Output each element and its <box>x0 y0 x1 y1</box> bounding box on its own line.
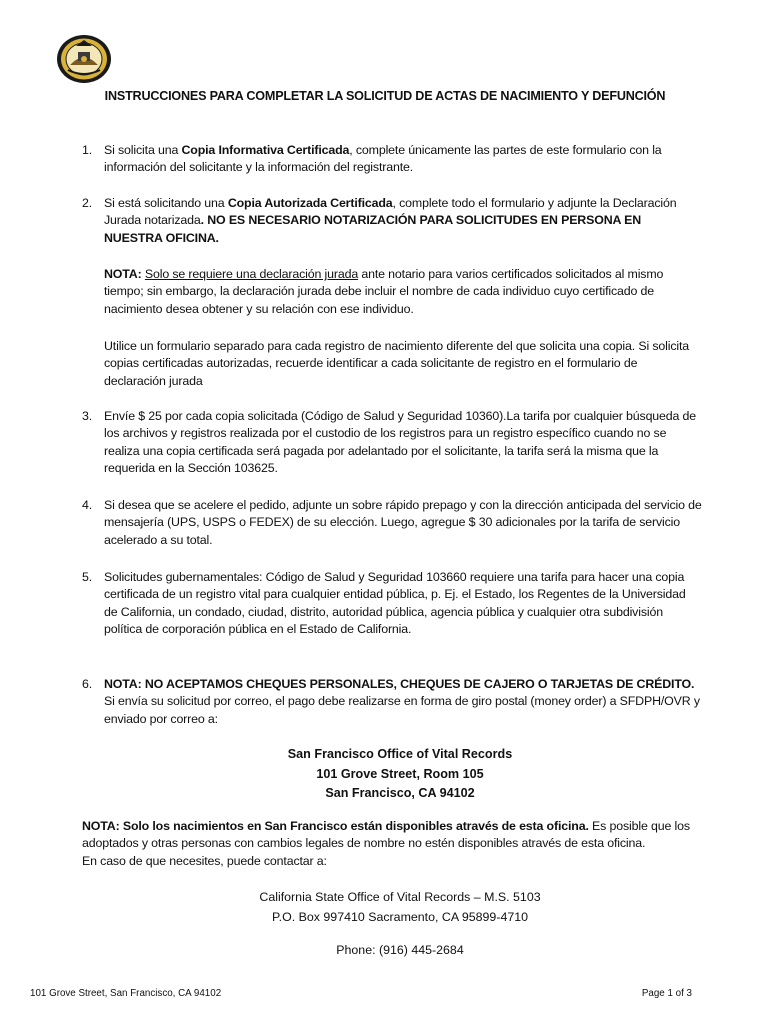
address-city: San Francisco, CA 94102 <box>325 786 475 800</box>
item-text: Si desea que se acelere el pedido, adjunte un sobre rápido prepago y con la dirección anticipada del servicio de mensajería (UPS, USPS o FEDEX) de su elección. Luego, agregue $ 30 adicionales por la tarifa de servicio acelerado a su total. <box>104 498 702 547</box>
item-bold: . NO ES NECESARIO NOTARIZACIÓN PARA SOLICITUDES EN PERSONA EN NUESTRA OFICINA. <box>104 213 642 245</box>
item-text: Si solicita una <box>104 143 182 157</box>
address-street: 101 Grove Street, Room 105 <box>316 766 484 781</box>
item-number: 5. <box>82 570 93 584</box>
list-item-5 <box>82 569 702 639</box>
item-text: , complete todo el formulario y adjunte la Declaración Jurada notarizada <box>104 196 677 228</box>
item-number: 3. <box>82 409 93 423</box>
footer-address: 101 Grove Street, San Francisco, CA 94102 <box>30 988 222 999</box>
list-item-2 <box>82 195 702 247</box>
address-name: San Francisco Office of Vital Records <box>287 747 513 761</box>
item-text: Solicitudes gubernamentales: Código de Salud y Seguridad 103660 requiere una tarifa para hacer una copia certificada de un registro vital para cualquier entidad pública, p. Ej. el Estado, los Regentes de la Universidad de California, un condado, ciudad, distrito, autoridad pública, agencia pública y cualquier otra subdivisión política de corporación pública en el Estado de California. <box>104 570 686 637</box>
page-title: INSTRUCCIONES PARA COMPLETAR LA SOLICITUD DE ACTAS DE NACIMIENTO Y DEFUNCIÓN <box>104 89 666 103</box>
state-office-phone: Phone: (916) 445-2684 <box>336 943 464 957</box>
list-item-1 <box>82 142 702 177</box>
item-number: 1. <box>82 143 93 157</box>
note-text: En caso de que necesites, puede contactar a: <box>82 853 327 868</box>
item-text: Si está solicitando una <box>104 196 228 210</box>
item-bold: Copia Informativa Certificada <box>181 143 350 157</box>
sf-office-address <box>100 745 700 804</box>
note-declaracion <box>104 266 702 318</box>
list-item-3 <box>82 408 702 478</box>
city-seal-icon <box>56 34 112 84</box>
item-number: 2. <box>82 196 93 210</box>
address-name: California State Office of Vital Records – M.S. 5103 <box>259 890 541 904</box>
item-text: , complete únicamente las partes de este formulario con la información del solicitante y la información del registrante. <box>104 143 662 175</box>
state-office-address <box>100 888 700 927</box>
note-formulario: Utilice un formulario separado para cada registro de nacimiento diferente del que solicita una copia. Si solicita copias certificadas autorizadas, recuerde identificar a cada solicitante de registro en el formulario de declaración jurada <box>104 339 690 388</box>
address-pobox: P.O. Box 997410 Sacramento, CA 95899-4710 <box>271 909 529 924</box>
page-number: Page 1 of 3 <box>641 988 692 999</box>
item-number: 6. <box>82 677 93 691</box>
item-text: Si envía su solicitud por correo, el pago debe realizarse en forma de giro postal (money order) a SFDPH/OVR y enviado por correo a: <box>104 694 700 726</box>
list-item-6 <box>82 676 702 728</box>
note-text: Es posible que los adoptados y otras personas con cambios legales de nombre no estén disponibles através de esta oficina. <box>82 819 690 851</box>
note-underlined: Solo se requiere una declaración jurada <box>144 267 359 281</box>
item-bold: Copia Autorizada Certificada <box>227 196 393 210</box>
list-item-4 <box>82 497 702 549</box>
note-label: NOTA: <box>104 267 142 281</box>
note-sf <box>82 818 702 870</box>
item-text: Envíe $ 25 por cada copia solicitada (Código de Salud y Seguridad 10360).La tarifa por cualquier búsqueda de los archivos y registros realizada por el custodio de los registros para un registro específico cuando no se realiza una copia certificada será pagada por adelantado por el solicitante, la tarifa será la misma que la requerida en la Sección 103625. <box>104 409 697 476</box>
item-bold: NOTA: NO ACEPTAMOS CHEQUES PERSONALES, CHEQUES DE CAJERO O TARJETAS DE CRÉDITO. <box>104 677 695 691</box>
note-bold: NOTA: Solo los nacimientos en San Francisco están disponibles através de esta oficina. <box>82 819 589 833</box>
note-text: ante notario para varios certificados solicitados al mismo tiempo; sin embargo, la declaración jurada debe incluir el nombre de cada individuo cuyo certificado de nacimiento desea obtener y su relación con ese individuo. <box>104 267 664 316</box>
item-number: 4. <box>82 498 93 512</box>
